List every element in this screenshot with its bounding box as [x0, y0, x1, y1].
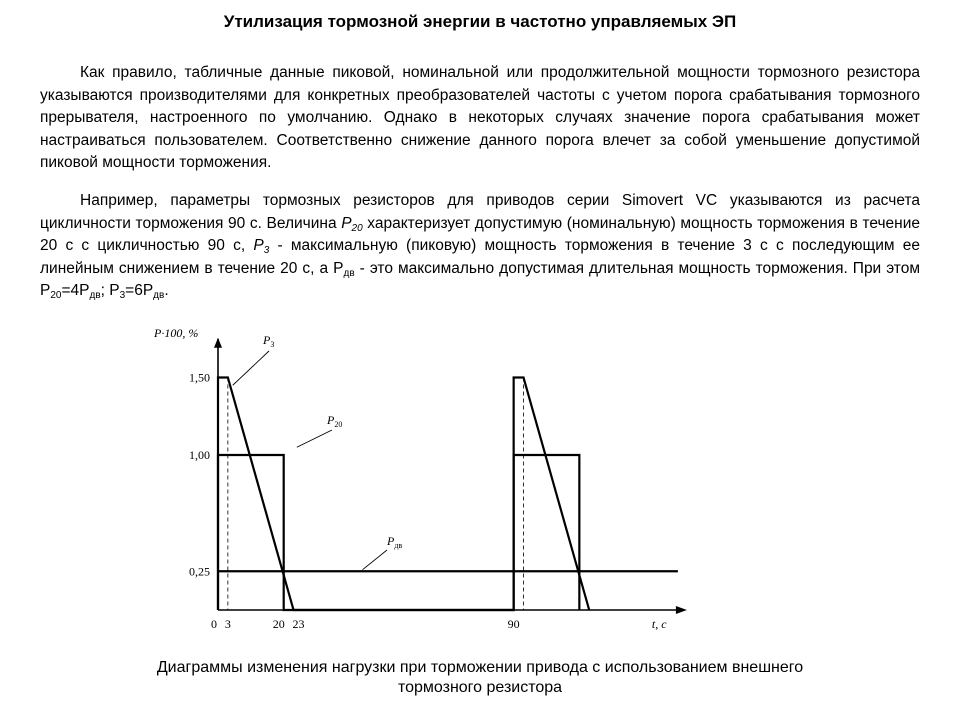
x-tick-label-4: 90 [507, 617, 520, 631]
label-leader-p20 [297, 430, 332, 447]
slide-title: Утилизация тормозной энергии в частотно управляемых ЭП [223, 12, 737, 31]
figure-caption [40, 658, 920, 698]
series-label-pdv: $P_{дв}$ [387, 534, 403, 550]
eq1-subscript: 20 [50, 290, 62, 301]
y-tick-label-1: 1,00 [189, 448, 210, 462]
p3-symbol: P [253, 237, 264, 254]
p2-text-5: =4P [61, 282, 90, 299]
x-tick-label-3: 23 [292, 617, 305, 631]
p20-symbol: P [341, 214, 352, 232]
paragraph-2 [40, 190, 920, 303]
p3-subscript: 3 [263, 245, 270, 256]
p2-text-2: характеризует допустимую (номинальную) мощность торможения в течение 20 с с цикличностью 90 с, [40, 214, 920, 254]
eq2-subscript: 3 [119, 290, 126, 301]
p20-subscript: 20 [351, 222, 363, 234]
series-label-p20: $P_{20}$ [327, 413, 343, 429]
x-axis-label: t, c [651, 617, 667, 631]
x-axis-arrow [676, 606, 687, 614]
eq1-rhs-subscript: дв [89, 290, 101, 301]
label-leader-p3 [233, 351, 269, 385]
label-leader-pdv [363, 550, 387, 570]
p2-text-3: - максимальную (пиковую) мощность торможения в течение 3 с с последующим ее линейным снижением в течение 20 с, а P [40, 237, 920, 277]
caption-line-2: тормозного резистора [397, 679, 563, 696]
y-tick-label-0: 1,50 [189, 370, 210, 385]
p2-text-8: . [164, 282, 169, 299]
x-tick-label-2: 20 [272, 617, 285, 631]
x-tick-label-0: 0 [211, 617, 217, 631]
paragraph-1: Как правило, табличные данные пиковой, номинальной или продолжительной мощности тормозного резистора указываются производителями для конкретных преобразователей частоты с учетом порога срабатывания тормозного прерывателя, настроенного по умолчанию. Однако в некоторых случаях значение порога срабатывания может настраиваться пользователем. Соответственно снижение данного порога влечет за собой уменьшение допустимой пиковой мощности торможения. [40, 64, 920, 171]
p2-text-1: Например, параметры тормозных резисторов для приводов серии Simovert VC указываются из расчета цикличности торможения 90 с. Величина [40, 192, 920, 232]
load-diagram-chart [140, 318, 700, 643]
p2-text-4: - это максимально допустимая длительная мощность торможения. При этом P [40, 259, 920, 299]
caption-line-1: Диаграммы изменения нагрузки при торможении привода с использованием внешнего [156, 659, 804, 676]
series-label-p3: $P_3$ [263, 333, 275, 349]
eq2-rhs-subscript: дв [153, 290, 165, 301]
x-tick-label-1: 3 [224, 617, 231, 631]
y-axis-arrow [214, 338, 222, 348]
series-p3-line [218, 378, 589, 611]
p2-text-7: =6P [125, 282, 154, 299]
pdv-subscript: дв [343, 267, 355, 279]
y-tick-label-2: 0,25 [189, 564, 210, 579]
p2-text-6: ; P [100, 282, 120, 299]
y-axis-label: P·100, % [154, 326, 199, 340]
